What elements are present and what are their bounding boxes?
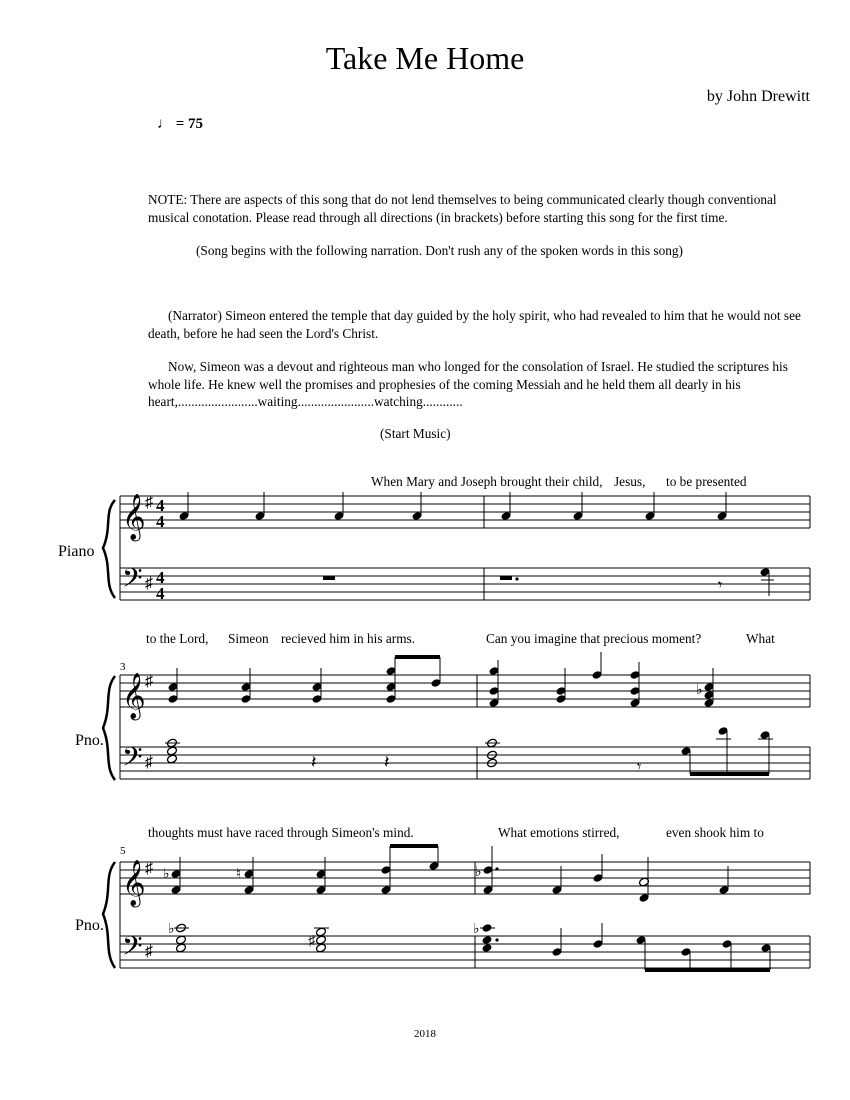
sharp-icon: ♯ (145, 494, 153, 511)
composer-credit: by John Drewitt (706, 88, 810, 105)
eighth-rest-icon: 𝄾 (637, 759, 642, 776)
sharp-icon: ♯ (145, 575, 153, 592)
narration-paragraph: (Narrator) Simeon entered the temple that day guided by the holy spirit, who had revealed to him that he would not see death, before he had seen the Lord's Christ. (148, 308, 801, 341)
lyric: even shook him to (666, 825, 764, 840)
time-signature: 4 (156, 496, 165, 515)
brace (103, 500, 115, 598)
lyric: thoughts must have raced through Simeon's mind. (148, 825, 414, 840)
lyric: Can you imagine that precious moment? (486, 631, 702, 646)
sharp-icon: ♯ (145, 673, 153, 690)
sharp-icon: ♯ (145, 860, 153, 877)
lyric: Jesus, (614, 474, 646, 489)
treble-clef-icon: 𝄞 (122, 860, 146, 905)
bass-staff (120, 936, 810, 968)
flat-icon: ♭ (163, 867, 170, 882)
treble-staff (120, 496, 810, 528)
treble-clef-icon: 𝄞 (122, 673, 146, 718)
sharp-icon: ♯ (145, 943, 153, 960)
direction-start-music: (Start Music) (380, 426, 451, 441)
system-1 (58, 492, 810, 603)
treble-staff (120, 862, 810, 894)
time-signature: 4 (156, 584, 165, 603)
flat-icon: ♭ (475, 865, 482, 880)
instrument-label: Pno. (75, 917, 104, 934)
bass-staff (120, 568, 810, 600)
instrument-label: Pno. (75, 732, 104, 749)
natural-icon: ♮ (236, 867, 242, 882)
bass-clef-icon: 𝄢 (122, 931, 143, 967)
lyric: Simeon (228, 631, 269, 646)
half-rest-icon (500, 576, 512, 580)
system-2 (75, 652, 810, 780)
direction-begin: (Song begins with the following narration. Don't rush any of the spoken words in this song) (196, 243, 683, 258)
song-title: Take Me Home (325, 40, 525, 76)
lyric: What (746, 631, 775, 646)
eighth-rest-icon: 𝄾 (718, 577, 723, 594)
brace (103, 862, 115, 968)
bass-notes (168, 922, 772, 972)
narration-paragraph: Now, Simeon was a devout and righteous man who longed for the consolation of Israel. He studied the scriptures his whole life. He knew well the promises and prophesies of the coming Messiah and he held them all dearly in his heart,........................waiting.......................watching............ (148, 359, 788, 409)
bass-notes (165, 726, 773, 776)
lyric: When Mary and Joseph brought their child, (371, 474, 603, 489)
sharp-icon: ♯ (145, 754, 153, 771)
brace (103, 676, 115, 780)
instrument-label: Piano (58, 543, 95, 560)
flat-icon: ♭ (168, 922, 175, 937)
lyric: to be presented (666, 474, 747, 489)
treble-clef-icon: 𝄞 (122, 494, 146, 539)
time-signature: 4 (156, 568, 165, 587)
bass-clef-icon: 𝄢 (122, 563, 143, 599)
measure-number: 5 (120, 845, 126, 857)
quarter-rest-icon: 𝄽 (311, 752, 317, 772)
bass-clef-icon: 𝄢 (122, 742, 143, 778)
time-signature: 4 (156, 512, 165, 531)
measure-number: 3 (120, 661, 126, 673)
performance-note: NOTE: There are aspects of this song that do not lend themselves to being communicated clearly though conventional musical conotation. Please read through all directions (in brackets) before starting this song for the first time. (148, 192, 777, 225)
lyric: What emotions stirred, (498, 825, 620, 840)
flat-icon: ♭ (473, 922, 480, 937)
lyric: to the Lord, (146, 631, 209, 646)
footer-year: 2018 (414, 1028, 436, 1040)
sharp-icon: ♯ (308, 934, 315, 949)
tempo-marking: ♩ = 75 (157, 116, 204, 132)
system-3 (75, 844, 810, 972)
quarter-rest-icon: 𝄽 (384, 752, 390, 772)
flat-icon: ♭ (696, 683, 703, 698)
whole-rest-icon (323, 576, 335, 580)
lyric: recieved him in his arms. (281, 631, 416, 646)
